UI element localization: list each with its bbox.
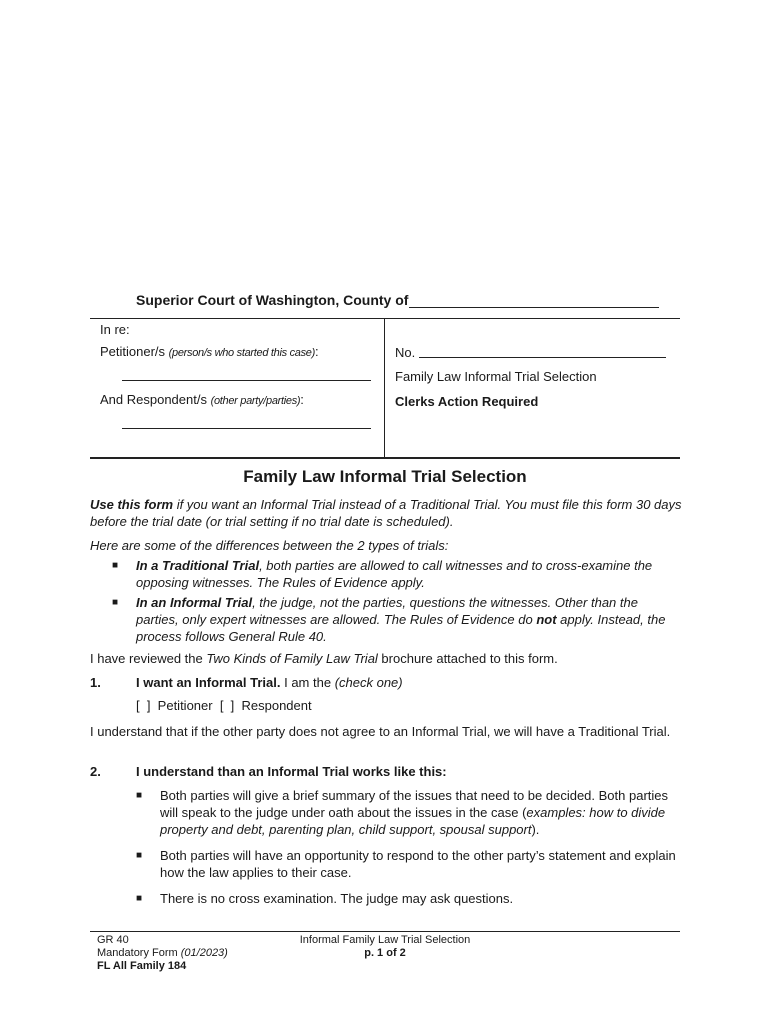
respondent-note: (other party/parties) bbox=[210, 395, 301, 407]
footer-rule bbox=[90, 931, 680, 932]
intro-rest: if you want an Informal Trial instead of a Traditional Trial. You must file this form 30 days before the trial date (or trial setting if no trial date is scheduled). bbox=[90, 497, 682, 529]
in-re-label: In re: bbox=[100, 322, 130, 337]
petitioner-label: Petitioner/s (person/s who started this case): bbox=[100, 344, 319, 359]
caption-top-rule bbox=[90, 318, 680, 319]
list-item: ■ In a Traditional Trial, both parties are allowed to call witnesses and to cross-examine the opposing witnesses. The Rules of Evidence apply. bbox=[112, 558, 653, 590]
differences-text: Here are some of the differences between the 2 types of trials: bbox=[90, 538, 449, 553]
petitioner-name-blank[interactable] bbox=[122, 380, 371, 381]
caption-bottom-rule bbox=[90, 457, 680, 459]
form-name: Family Law Informal Trial Selection bbox=[395, 369, 597, 384]
case-number-blank[interactable] bbox=[419, 357, 666, 358]
page-number: p. 1 of 2 bbox=[364, 947, 406, 959]
petitioner-text: Petitioner/s bbox=[100, 344, 166, 359]
section-2-number: 2. bbox=[90, 764, 101, 779]
section-1-number: 1. bbox=[90, 675, 101, 690]
family-code: FL All Family 184 bbox=[97, 960, 187, 972]
list-item: ■ Both parties will give a brief summary of the issues that need to be decided. Both parties will speak to the judge under oath about the issues in the case (examples: how to divide property and debt, parenting plan, child support, spousal support). bbox=[136, 788, 668, 837]
list-item: ■ There is no cross examination. The judge may ask questions. bbox=[136, 891, 514, 906]
caption-divider bbox=[384, 318, 385, 457]
list-item: ■ Both parties will have an opportunity to respond to the other party’s statement and explain how the law applies to their case. bbox=[136, 848, 676, 880]
informal-trial-list bbox=[132, 787, 684, 907]
respondent-text: And Respondent/s bbox=[100, 392, 207, 407]
case-no-label: No. bbox=[395, 345, 416, 360]
footer-center bbox=[250, 934, 520, 960]
understand-statement: I understand that if the other party does not agree to an Informal Trial, we will have a Traditional Trial. bbox=[90, 724, 671, 739]
reviewed-statement: I have reviewed the Two Kinds of Family Law Trial brochure attached to this form. bbox=[90, 651, 558, 666]
form-code: GR 40 bbox=[97, 934, 129, 946]
respondent-name-blank[interactable] bbox=[122, 428, 371, 429]
party-checkboxes[interactable]: [ ] Petitioner [ ] Respondent bbox=[136, 698, 312, 713]
footer-left bbox=[97, 934, 228, 973]
clerk-action: Clerks Action Required bbox=[395, 394, 539, 409]
intro-lead: Use this form bbox=[90, 497, 174, 512]
list-item: ■ In an Informal Trial, the judge, not the parties, questions the witnesses. Other than the parties, only expert witnesses are allowed. The Rules of Evidence do not apply. Instead, the process follows General Rule 40. bbox=[112, 595, 666, 644]
section-1-heading: I want an Informal Trial. I am the (check one) bbox=[136, 675, 403, 690]
court-label: Superior Court of Washington, County of bbox=[136, 292, 409, 308]
intro-paragraph bbox=[90, 496, 682, 530]
respondent-label: And Respondent/s (other party/parties): bbox=[100, 392, 304, 407]
county-blank[interactable] bbox=[409, 293, 659, 308]
footer-title: Informal Family Law Trial Selection bbox=[299, 934, 471, 946]
petitioner-note: (person/s who started this case) bbox=[168, 347, 315, 359]
section-2-heading: I understand than an Informal Trial works like this: bbox=[136, 764, 447, 779]
court-heading bbox=[136, 292, 659, 308]
page-title: Family Law Informal Trial Selection bbox=[243, 467, 527, 486]
trial-types-list bbox=[108, 557, 682, 645]
mandatory-form: Mandatory Form (01/2023) bbox=[97, 947, 228, 959]
